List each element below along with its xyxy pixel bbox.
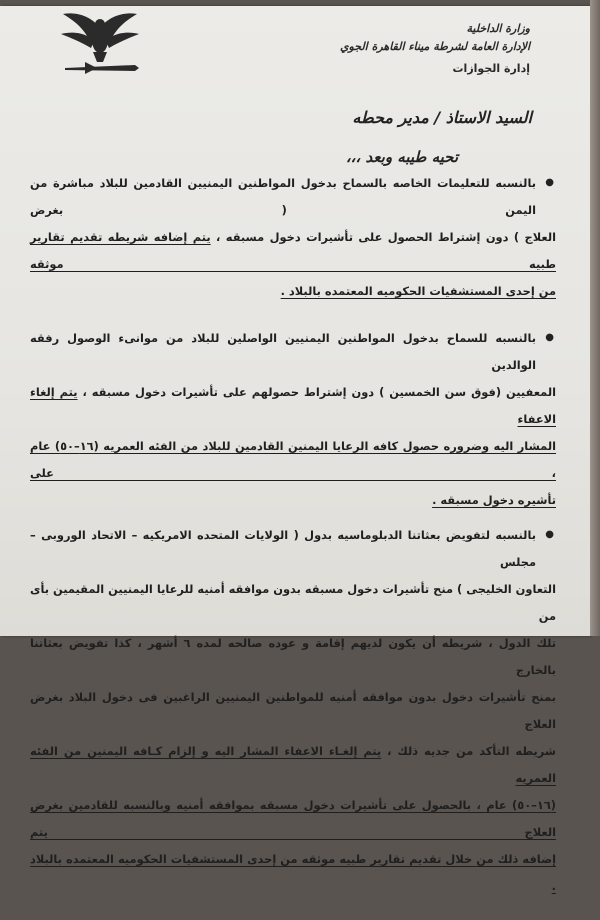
paragraph-line bbox=[30, 522, 536, 576]
paragraph-line bbox=[30, 684, 556, 738]
underlined-text: المشار اليه وضروره حصول كافه الرعايا اليمنين القادمين للبلاد من الفئه العمريه (١٦–٥٠) عام ، على bbox=[30, 439, 556, 480]
paragraph-line bbox=[30, 379, 556, 433]
underlined-text: يتم إلغاء الاعفاء bbox=[30, 385, 556, 426]
text-segment: بمنح تأشيرات دخول بدون موافقه أمنيه للمواطنين اليمنيين الراغبين فى دخول البلاد بغرض العلاج bbox=[30, 690, 556, 731]
text-segment: بالنسبه للسماح بدخول المواطنين اليمنيين الواصلين للبلاد من موانىء الوصول رفقه الوالدين bbox=[30, 331, 536, 372]
paragraph-line bbox=[30, 433, 556, 487]
ministry-name: وزارة الداخلية bbox=[466, 22, 530, 35]
paragraph-line bbox=[30, 170, 536, 224]
bullet-paragraph bbox=[30, 170, 556, 305]
paragraph-line bbox=[30, 224, 556, 278]
text-segment: العلاج ) دون إشتراط الحصول على تأشيرات دخول مسبقه ، bbox=[210, 230, 557, 244]
underlined-text: تأشيره دخول مسبقه . bbox=[432, 493, 556, 507]
salutation: السيد الاستاذ / مدير محطه bbox=[352, 108, 532, 127]
bullet-dot-icon: ● bbox=[545, 529, 554, 540]
underlined-text: إضافه ذلك من خلال تقديم تقارير طبيه موثقه من إحدى المستشفيات الحكوميه المعتمده بالبلاد . bbox=[30, 852, 556, 893]
page-edge-shadow bbox=[590, 0, 600, 636]
greeting: تحيه طيبه وبعد ،،، bbox=[345, 148, 458, 166]
document-page bbox=[0, 6, 590, 893]
underlined-text: بالحصول على تأشيرات دخول مسبقه بموافقه أمنيه وبالنسبه للقادمين بغرض العلاج يتم bbox=[30, 798, 556, 839]
underlined-text: يتم إلغـاء الاعفاء المشار اليه و إلزام كـافه اليمنين من الفئه العمريه bbox=[30, 744, 556, 785]
text-segment: تلك الدول ، شريطه أن يكون لديهم إقامة و عوده صالحه لمده ٦ أشهر ، كذا تفويض بعثاتنا بالخارج bbox=[30, 636, 556, 677]
paragraph-line bbox=[30, 487, 556, 514]
underlined-text: (١٦–٥٠) عام ، bbox=[471, 798, 556, 812]
bullet-dot-icon: ● bbox=[545, 177, 554, 188]
paragraph-line bbox=[30, 846, 556, 900]
eagle-emblem-icon bbox=[55, 10, 145, 80]
underlined-text: من إحدى المستشفيات الحكوميه المعتمده بالبلاد . bbox=[280, 284, 556, 298]
paragraph-line bbox=[30, 792, 556, 846]
letter-body bbox=[30, 170, 556, 920]
paragraph-line bbox=[30, 738, 556, 792]
bullet-paragraph bbox=[30, 325, 556, 514]
department-name: إدارة الجوازات bbox=[452, 62, 530, 75]
bullet-paragraph bbox=[30, 522, 556, 900]
bullet-dot-icon: ● bbox=[545, 332, 554, 343]
letterhead bbox=[340, 20, 530, 78]
directorate-name: الإدارة العامة لشرطة ميناء القاهرة الجوي bbox=[339, 40, 530, 53]
text-segment: شريطه التأكد من جديه ذلك ، bbox=[381, 744, 556, 758]
text-segment: بالنسبه للتعليمات الخاصه بالسماح بدخول المواطنين اليمنيين القادمين للبلاد مباشرة من اليمن ( بغرض bbox=[30, 176, 536, 217]
underlined-text: يتم إضافه شريطه تقديم تقارير طبيه موثقه bbox=[30, 230, 556, 271]
text-segment: التعاون الخليجى ) منح تأشيرات دخول مسبقه بدون موافقه أمنيه للرعايا اليمنيين المقيمين بأى من bbox=[30, 582, 556, 623]
paragraph-line bbox=[30, 576, 556, 630]
paragraph-line bbox=[30, 325, 536, 379]
paragraph-line bbox=[30, 630, 556, 684]
text-segment: المعفيين (فوق سن الخمسين ) دون إشتراط حصولهم على تأشيرات دخول مسبقه ، bbox=[77, 385, 556, 399]
text-segment: بالنسبه لتفويض بعثاتنا الدبلوماسيه بدول ( الولايات المتحده الامريكيه – الاتحاد الوروبى – مجلس bbox=[30, 528, 536, 569]
paragraph-line bbox=[30, 278, 556, 305]
